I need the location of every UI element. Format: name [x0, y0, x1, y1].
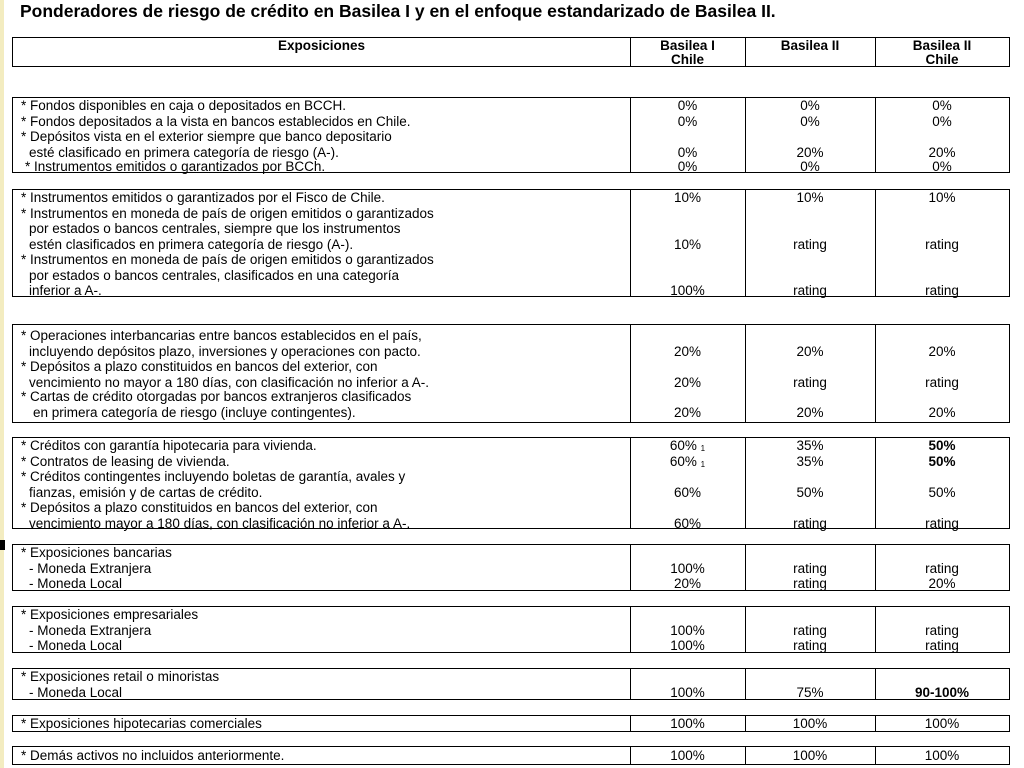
weight-value: 50% [928, 453, 956, 469]
exposure-text: * Créditos contingentes incluyendo boletas de garantía, avales y [21, 469, 406, 484]
header-basilea-i-line1: Basilea I [660, 38, 715, 53]
basilea-ii-value [745, 237, 875, 253]
header-exposiciones-label: Exposiciones [277, 38, 366, 53]
exposure-text: * Créditos con garantía hipotecaria para vivienda. [21, 438, 317, 453]
header-basilea-ii [745, 38, 876, 66]
basilea-ii-value [745, 516, 875, 532]
basilea-ii-cell [745, 545, 876, 590]
weight-value: rating [793, 622, 827, 638]
exposure-text: vencimiento mayor a 180 días, con clasificación no inferior a A-. [29, 515, 411, 531]
risk-weights-table [12, 37, 1010, 767]
weight-value: rating [925, 622, 959, 638]
exposure-text: * Depósitos a plazo constituidos en bancos del exterior, con [21, 500, 378, 515]
exposure-text: * Exposiciones hipotecarias comerciales [21, 716, 262, 731]
weight-value: 20% [796, 343, 824, 359]
weight-value: 0% [932, 113, 952, 129]
weight-value: rating [793, 638, 827, 653]
weight-value: 100% [670, 560, 705, 576]
basilea-ii-chile-value [875, 576, 1009, 592]
exposure-text: * Depósitos a plazo constituidos en bancos del exterior, con [21, 359, 378, 374]
basilea-ii-value [745, 623, 875, 639]
exposure-text: - Moneda Extranjera [29, 560, 152, 576]
exposure-text: * Fondos depositados a la vista en bancos establecidos en Chile. [21, 113, 411, 129]
basilea-ii-value [745, 98, 875, 114]
exposure-cell [13, 747, 631, 764]
basilea-i-chile-value [630, 190, 745, 206]
basilea-i-chile-cell [630, 438, 746, 531]
basilea-ii-cell [745, 716, 876, 731]
basilea-ii-chile-value [875, 375, 1009, 391]
basilea-ii-chile-value [875, 516, 1009, 532]
basilea-i-chile-cell [630, 716, 746, 731]
exposure-text: vencimiento no mayor a 180 días, con clasificación no inferior a A-. [29, 374, 429, 390]
exposure-text: * Cartas de crédito otorgadas por bancos extranjeros clasificados [21, 389, 412, 404]
weight-value: 0% [677, 113, 698, 129]
weight-value: rating [925, 374, 959, 390]
basilea-i-chile-value [630, 638, 745, 654]
basilea-ii-cell [745, 607, 876, 652]
basilea-ii-value [745, 485, 875, 501]
basilea-ii-chile-cell [875, 545, 1009, 590]
basilea-ii-chile-cell [875, 98, 1009, 172]
basilea-ii-chile-cell [875, 669, 1009, 699]
weight-value: 100% [670, 684, 705, 700]
basilea-i-chile-cell [630, 747, 746, 764]
basilea-i-chile-value [630, 748, 745, 764]
table-group-7 [12, 668, 1010, 700]
basilea-ii-chile-value [875, 748, 1009, 764]
weight-value: 100% [792, 748, 828, 763]
basilea-i-chile-cell [630, 669, 746, 699]
basilea-i-chile-value [630, 237, 745, 253]
weight-value: 20% [928, 144, 956, 160]
weight-value: 100% [670, 748, 705, 763]
basilea-ii-cell [745, 669, 876, 699]
basilea-ii-value [745, 438, 875, 454]
weight-value: 50% [796, 484, 824, 500]
basilea-ii-value [745, 344, 875, 360]
basilea-ii-value [745, 454, 875, 470]
basilea-ii-cell [745, 98, 876, 172]
table-group-6 [12, 606, 1010, 653]
basilea-ii-value [745, 145, 875, 161]
weight-value: 20% [796, 404, 824, 420]
exposure-text: * Instrumentos emitidos o garantizados por BCCh. [25, 159, 326, 174]
basilea-i-chile-value [630, 159, 745, 175]
basilea-ii-value [745, 561, 875, 577]
basilea-i-chile-value [630, 561, 745, 577]
exposure-cell [13, 98, 631, 172]
basilea-i-chile-cell [630, 545, 746, 590]
footnote-marker: 1 [700, 459, 706, 469]
weight-value: 20% [673, 404, 702, 420]
exposure-text: fianzas, emisión y de cartas de crédito. [29, 484, 263, 500]
table-group-5 [12, 544, 1010, 591]
basilea-ii-chile-value [875, 159, 1009, 175]
basilea-ii-value [745, 748, 875, 764]
basilea-ii-chile-value [875, 685, 1009, 701]
basilea-ii-chile-cell [875, 325, 1009, 422]
basilea-i-chile-value [630, 405, 745, 421]
basilea-ii-value [745, 405, 875, 421]
weight-value: 0% [800, 159, 820, 174]
exposure-text: - Moneda Extranjera [29, 622, 152, 638]
basilea-ii-value [745, 576, 875, 592]
weight-value: 10% [928, 190, 956, 205]
header-exposiciones [13, 38, 631, 66]
basilea-i-chile-value [630, 623, 745, 639]
header-basilea-i-chile [630, 38, 746, 66]
weight-value: 20% [928, 576, 956, 591]
table-group-3 [12, 324, 1010, 423]
weight-value: 35% [796, 438, 824, 453]
weight-value: 20% [928, 343, 956, 359]
weight-value: 100% [924, 716, 960, 731]
basilea-ii-cell [745, 747, 876, 764]
basilea-ii-value [745, 159, 875, 175]
exposure-cell [13, 716, 631, 731]
table-group-8 [12, 715, 1010, 732]
basilea-ii-chile-cell [875, 607, 1009, 652]
weight-value: 0% [932, 98, 952, 113]
basilea-ii-chile-value [875, 716, 1009, 732]
header-basilea-i-line2: Chile [670, 52, 704, 67]
exposure-cell [13, 438, 631, 531]
basilea-ii-chile-cell [875, 747, 1009, 764]
weight-value: 75% [796, 684, 824, 700]
basilea-ii-chile-cell [875, 716, 1009, 731]
weight-value: 0% [932, 159, 952, 174]
exposure-text: estén clasificados en primera categoría de riesgo (A-). [29, 236, 354, 252]
exposure-cell [13, 545, 631, 590]
exposure-text: * Exposiciones retail o minoristas [21, 669, 220, 684]
basilea-ii-value [745, 114, 875, 130]
edge-mark [0, 540, 5, 550]
weight-value: 90-100% [914, 684, 970, 700]
weight-value: rating [793, 283, 827, 298]
weight-value: 0% [677, 159, 698, 174]
basilea-ii-chile-value [875, 638, 1009, 654]
header-basilea-ii-label: Basilea II [780, 38, 840, 53]
weight-value: rating [925, 515, 959, 531]
exposure-text: * Fondos disponibles en caja o depositados en BCCH. [21, 98, 346, 113]
basilea-ii-value [745, 716, 875, 732]
weight-value: rating [793, 236, 827, 252]
weight-value: 20% [928, 404, 956, 420]
basilea-i-chile-cell [630, 190, 746, 296]
weight-value: 10% [673, 190, 702, 205]
basilea-ii-chile-value [875, 405, 1009, 421]
exposure-cell [13, 669, 631, 699]
weight-value: 100% [792, 716, 828, 731]
weight-value: 0% [800, 113, 820, 129]
weight-value: rating [793, 515, 827, 531]
basilea-i-chile-value [630, 454, 745, 470]
exposure-text: - Moneda Local [29, 638, 123, 653]
table-group-1 [12, 97, 1010, 173]
weight-value: 0% [677, 144, 698, 160]
weight-value: 60% [669, 438, 697, 453]
exposure-text: por estados o bancos centrales, clasificados en una categoría [29, 267, 399, 283]
header-basilea-ii-chile-line2: Chile [925, 52, 959, 67]
basilea-i-chile-value [630, 283, 745, 299]
basilea-ii-value [745, 638, 875, 654]
basilea-i-chile-value [630, 716, 745, 732]
basilea-ii-chile-cell [875, 438, 1009, 531]
basilea-ii-chile-cell [875, 190, 1009, 296]
weight-value: 50% [928, 438, 956, 453]
basilea-ii-chile-value [875, 190, 1009, 206]
exposure-text: * Operaciones interbancarias entre bancos establecidos en el país, [21, 328, 422, 343]
basilea-ii-chile-value [875, 485, 1009, 501]
basilea-i-chile-cell [630, 98, 746, 172]
weight-value: 20% [673, 374, 702, 390]
weight-value: 100% [924, 748, 960, 763]
basilea-i-chile-value [630, 576, 745, 592]
exposure-text: * Depósitos vista en el exterior siempre que banco depositario [21, 129, 392, 144]
basilea-ii-cell [745, 438, 876, 531]
exposure-text: - Moneda Local [29, 576, 123, 591]
basilea-ii-chile-value [875, 114, 1009, 130]
weight-value: 10% [796, 190, 824, 205]
weight-value: 10% [673, 236, 702, 252]
exposure-text: * Exposiciones bancarias [21, 545, 172, 560]
footnote-marker: 1 [700, 444, 706, 453]
exposure-text: * Instrumentos en moneda de país de origen emitidos o garantizados [21, 252, 434, 267]
basilea-ii-cell [745, 325, 876, 422]
table-group-4 [12, 437, 1010, 529]
weight-value: 100% [670, 716, 705, 731]
exposure-text: incluyendo depósitos plazo, inversiones y operaciones con pacto. [29, 343, 421, 359]
weight-value: 100% [670, 283, 705, 298]
weight-value: rating [925, 236, 959, 252]
exposure-text: esté clasificado en primera categoría de riesgo (A-). [29, 144, 339, 160]
weight-value: 0% [677, 98, 698, 113]
exposure-cell [13, 607, 631, 652]
basilea-i-chile-cell [630, 325, 746, 422]
table-header-row [12, 37, 1010, 67]
weight-value: rating [925, 283, 959, 298]
header-basilea-ii-chile [875, 38, 1009, 66]
exposure-cell [13, 190, 631, 296]
basilea-i-chile-value [630, 485, 745, 501]
basilea-i-chile-value [630, 344, 745, 360]
page-title: Ponderadores de riesgo de crédito en Basilea I y en el enfoque estandarizado de Basilea II. [20, 1, 776, 21]
basilea-ii-value [745, 375, 875, 391]
exposure-cell [13, 325, 631, 422]
exposure-text: - Moneda Local [29, 684, 123, 700]
basilea-ii-value [745, 190, 875, 206]
weight-value: rating [793, 560, 827, 576]
weight-value: 100% [670, 622, 705, 638]
basilea-i-chile-cell [630, 607, 746, 652]
basilea-i-chile-value [630, 98, 745, 114]
weight-value: 20% [673, 343, 702, 359]
weight-value: 100% [670, 638, 705, 653]
weight-value: 20% [796, 144, 824, 160]
weight-value: rating [793, 576, 827, 591]
exposure-text: * Instrumentos en moneda de país de origen emitidos o garantizados [21, 205, 434, 221]
weight-value: 35% [796, 453, 824, 469]
header-basilea-ii-chile-line1: Basilea II [912, 38, 972, 53]
weight-value: rating [925, 560, 959, 576]
slide-left-rule [0, 0, 4, 768]
basilea-ii-chile-value [875, 561, 1009, 577]
exposure-text: * Contratos de leasing de vivienda. [21, 453, 230, 469]
basilea-i-chile-value [630, 438, 745, 454]
basilea-ii-chile-value [875, 283, 1009, 299]
basilea-i-chile-value [630, 685, 745, 701]
table-group-2 [12, 189, 1010, 297]
basilea-i-chile-value [630, 114, 745, 130]
weight-value: 60% [669, 453, 697, 469]
basilea-ii-chile-value [875, 623, 1009, 639]
basilea-ii-value [745, 283, 875, 299]
basilea-ii-chile-value [875, 438, 1009, 454]
exposure-text: por estados o bancos centrales, siempre que los instrumentos [29, 221, 401, 236]
exposure-text: inferior a A-. [29, 283, 102, 298]
weight-value: rating [793, 374, 827, 390]
exposure-text: * Exposiciones empresariales [21, 607, 199, 622]
weight-value: 60% [673, 515, 702, 531]
exposure-text: * Demás activos no incluidos anteriormente. [21, 748, 285, 763]
basilea-ii-cell [745, 190, 876, 296]
basilea-ii-chile-value [875, 98, 1009, 114]
basilea-i-chile-value [630, 516, 745, 532]
exposure-text: * Instrumentos emitidos o garantizados por el Fisco de Chile. [21, 190, 385, 205]
weight-value: 50% [928, 484, 956, 500]
weight-value: 60% [673, 484, 702, 500]
weight-value: 20% [673, 576, 702, 591]
basilea-i-chile-value [630, 145, 745, 161]
basilea-ii-chile-value [875, 145, 1009, 161]
basilea-ii-chile-value [875, 237, 1009, 253]
basilea-i-chile-value [630, 375, 745, 391]
basilea-ii-value [745, 685, 875, 701]
weight-value: rating [925, 638, 959, 653]
basilea-ii-chile-value [875, 454, 1009, 470]
weight-value: 0% [800, 98, 820, 113]
table-group-9 [12, 746, 1010, 765]
exposure-text: en primera categoría de riesgo (incluye contingentes). [33, 404, 356, 420]
basilea-ii-chile-value [875, 344, 1009, 360]
